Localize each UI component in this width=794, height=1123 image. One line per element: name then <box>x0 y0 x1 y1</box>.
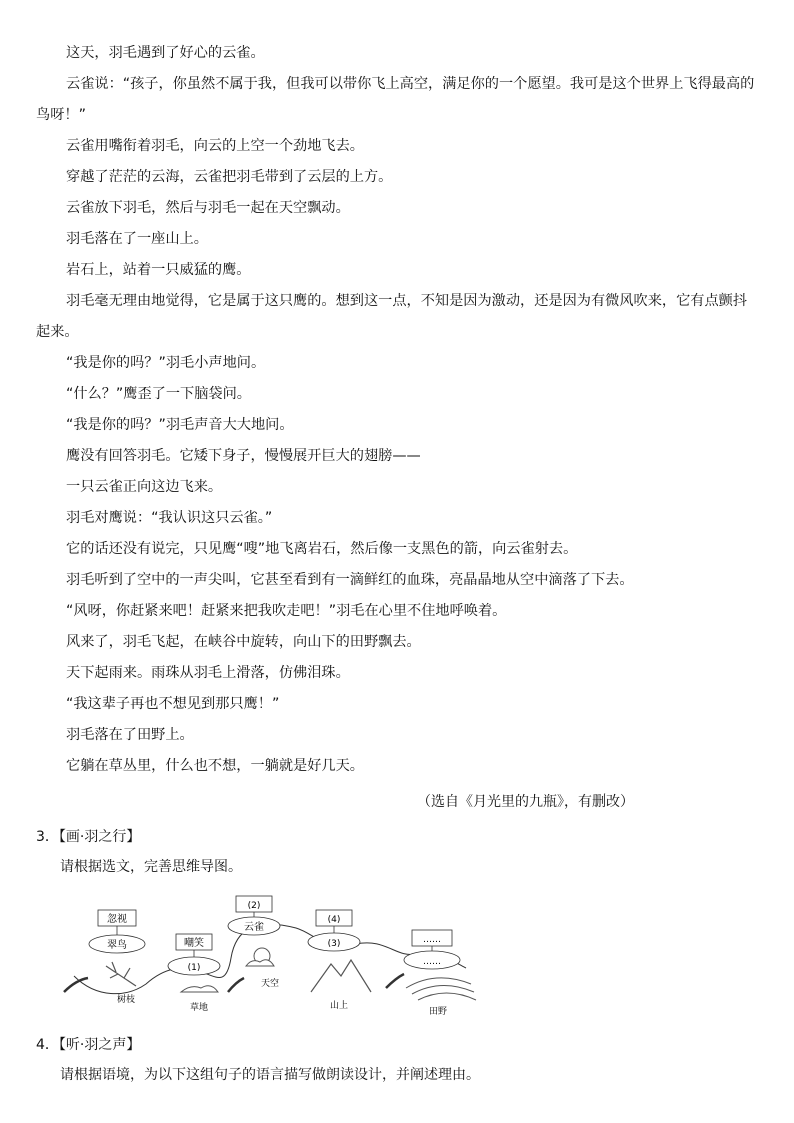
story-paragraph: 云雀说：“孩子，你虽然不属于我，但我可以带你飞上高空，满足你的一个愿望。我可是这个世界上飞得最高的鸟呀！” <box>36 76 755 123</box>
label-grass: 草地 <box>189 1003 209 1013</box>
story-paragraph: 羽毛落在了田野上。 <box>66 727 194 743</box>
story-paragraph: 羽毛听到了空中的一声尖叫，它甚至看到有一滴鲜红的血珠，亮晶晶地从空中滴落了下去。 <box>66 572 634 588</box>
label-sky: 天空 <box>260 979 280 989</box>
oval-dots-label: …… <box>423 957 441 967</box>
story-paragraph: 鹰没有回答羽毛。它矮下身子，慢慢展开巨大的翅膀—— <box>66 448 421 464</box>
question-3-title: 3．【画·羽之行】 <box>36 829 141 845</box>
mountain-icon <box>311 960 371 992</box>
grass-icon <box>181 986 218 992</box>
story-paragraph: 它躺在草丛里，什么也不想，一躺就是好几天。 <box>66 758 364 774</box>
box-ignore-label: 忽视 <box>107 914 127 925</box>
box-2-label: (2) <box>247 901 261 911</box>
story-paragraph: 它的话还没有说完，只见鹰“嗖”地飞离岩石，然后像一支黑色的箭，向云雀射去。 <box>66 541 578 557</box>
story-paragraph: “我是你的吗？”羽毛声音大大地问。 <box>66 417 294 433</box>
box-4-label: (4) <box>327 915 341 925</box>
story-paragraph: 羽毛毫无理由地觉得，它是属于这只鹰的。想到这一点，不知是因为激动，还是因为有微风吹来，它有点颤抖起来。 <box>36 293 748 340</box>
story-paragraph: 一只云雀正向这边飞来。 <box>66 479 223 495</box>
story-paragraph: 羽毛对鹰说：“我认识这只云雀。” <box>66 510 273 526</box>
story-paragraph: “我是你的吗？”羽毛小声地问。 <box>66 355 266 371</box>
question-3-prompt: 请根据选文，完善思维导图。 <box>60 859 242 875</box>
label-branch: 树枝 <box>116 995 136 1005</box>
source-citation: （选自《月光里的九瓶》，有删改） <box>417 794 634 810</box>
field-icon <box>406 978 476 1000</box>
question-4-prompt: 请根据语境，为以下这组句子的语言描写做朗读设计，并阐述理由。 <box>60 1067 480 1083</box>
oval-3-label: (3) <box>327 939 341 949</box>
story-paragraph: 羽毛落在了一座山上。 <box>66 231 208 247</box>
box-dots-label: …… <box>423 935 441 945</box>
box-mock-label: 嘲笑 <box>184 938 204 949</box>
story-paragraph: “什么？”鹰歪了一下脑袋问。 <box>66 386 251 402</box>
story-paragraph: 这天，羽毛遇到了好心的云雀。 <box>66 45 265 61</box>
feather-icon <box>228 978 244 992</box>
feather-icon <box>386 974 404 988</box>
story-paragraph: 穿越了茫茫的云海，云雀把羽毛带到了云层的上方。 <box>66 169 393 185</box>
cloud-icon <box>246 960 274 966</box>
story-paragraph: “我这辈子再也不想见到那只鹰！” <box>66 696 280 712</box>
story-paragraph: 云雀放下羽毛，然后与羽毛一起在天空飘动。 <box>66 200 350 216</box>
label-mountain: 山上 <box>329 1001 349 1011</box>
label-field: 田野 <box>428 1007 448 1017</box>
oval-1-label: (1) <box>187 963 201 973</box>
branch-icon <box>106 962 136 986</box>
oval-lark-label: 云雀 <box>244 922 264 933</box>
oval-kingfisher-label: 翠鸟 <box>107 940 127 951</box>
story-paragraph: “风呀，你赶紧来吧！赶紧来把我吹走吧！”羽毛在心里不住地呼唤着。 <box>66 603 507 619</box>
mind-map-diagram <box>56 888 486 1018</box>
story-paragraph: 天下起雨来。雨珠从羽毛上滑落，仿佛泪珠。 <box>66 665 350 681</box>
story-paragraph: 岩石上，站着一只威猛的鹰。 <box>66 262 251 278</box>
question-4-title: 4．【听·羽之声】 <box>36 1037 141 1053</box>
story-paragraph: 云雀用嘴衔着羽毛，向云的上空一个劲地飞去。 <box>66 138 364 154</box>
story-paragraph: 风来了，羽毛飞起，在峡谷中旋转，向山下的田野飘去。 <box>66 634 421 650</box>
